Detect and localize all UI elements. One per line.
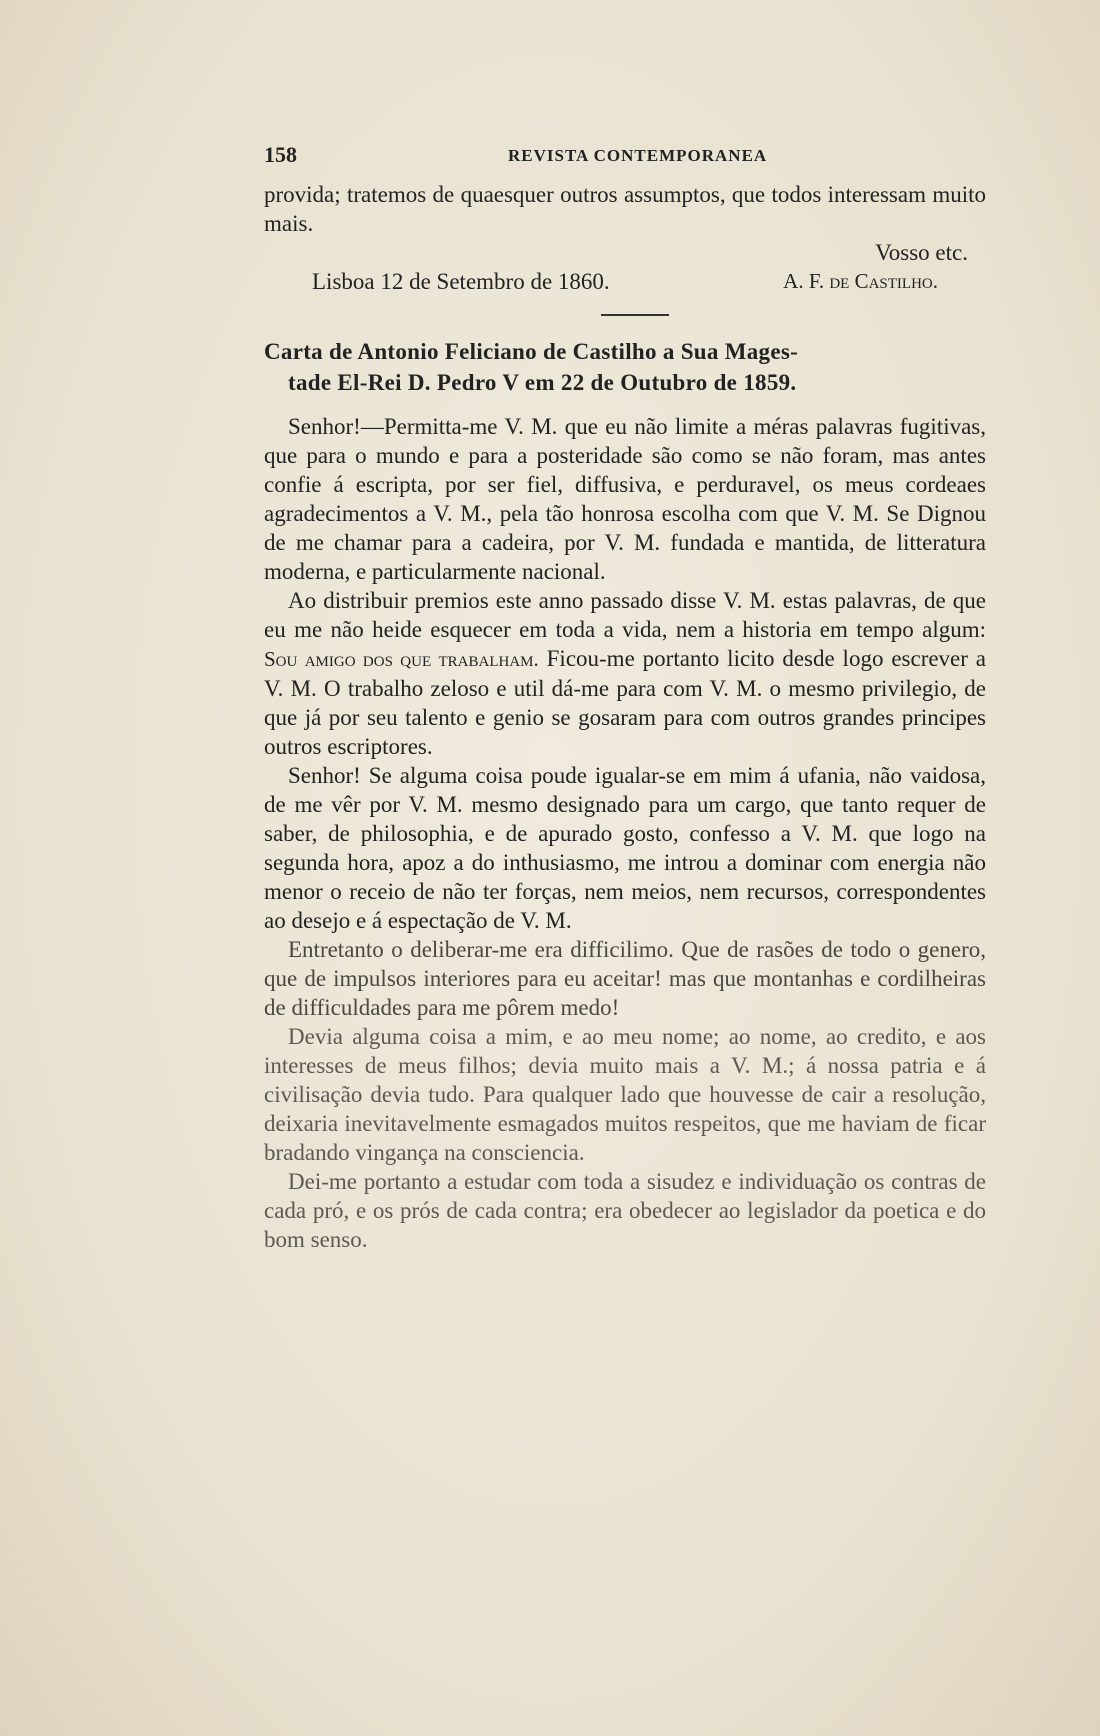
- paragraph-5: Devia alguma coisa a mim, e ao meu nome; ao nome, ao credito, e aos interesses de meus filhos; devia muito mais a V. M.; á nossa patria e á civilisação devia tudo. Para qualquer lado que houvesse de cair a resolução, deixaria inevitavelmente esmagados muitos respeitos, que me haviam de ficar bradando vingança na consciencia.: [264, 1024, 986, 1165]
- letter-title-line-1: Carta de Antonio Feliciano de Castilho a Sua Mages-: [264, 339, 799, 364]
- letter-title-line-2: tade El-Rei D. Pedro V em 22 de Outubro de 1859.: [288, 370, 797, 395]
- running-head: [264, 140, 986, 180]
- signature-row: [264, 267, 986, 296]
- opening-text: provida; tratemos de quaesquer outros assumptos, que todos interessam muito mais.: [264, 182, 986, 236]
- section-divider: [601, 314, 669, 316]
- paragraph-3: Senhor! Se alguma coisa poude igualar-se em mim á ufania, não vaidosa, de me vêr por V. M. mesmo designado para um cargo, que tanto requer de saber, de philosophia, e de apurado gosto, confesso a V. M. que logo na segunda hora, apoz a do inthusiasmo, me introu a dominar com energia não menor o receio de não ter forças, nem meios, nem recursos, correspondentes ao desejo e á espectação de V. M.: [264, 763, 986, 933]
- closing-row: [264, 238, 986, 267]
- paragraph-1: Senhor!—Permitta-me V. M. que eu não limite a méras palavras fugitivas, que para o mundo e para a posteridade são como se não foram, mas antes confie á escripta, por ser fiel, diffusiva, e perduravel, os meus cordeaes agradecimentos a V. M., pela tão honrosa escolha com que V. M. Se Dignou de me chamar para a cadeira, por V. M. fundada e mantida, de litteratura moderna, e particularmente nacional.: [264, 414, 986, 584]
- paragraph-4: Entretanto o deliberar-me era difficilimo. Que de rasões de todo o genero, que de impulsos interiores para eu aceitar! mas que montanhas e cordilheiras de difficuldades para me pôrem medo!: [264, 937, 986, 1020]
- text-block: [264, 140, 986, 1254]
- paragraph-2-text-a: Ao distribuir premios este anno passado disse V. M. estas palavras, de que eu me não heide esquecer em toda a vida, nem a historia em tempo algum:: [264, 588, 986, 642]
- closing-formula: Vosso etc.: [875, 240, 968, 265]
- paragraph-6: Dei-me portanto a estudar com toda a sisudez e individuação os contras de cada pró, e os prós de cada contra; era obedecer ao legislador da poetica e do bom senso.: [264, 1169, 986, 1252]
- place-date: Lisboa 12 de Setembro de 1860.: [312, 269, 610, 294]
- royal-motto: Sou amigo dos que trabalham.: [264, 647, 539, 671]
- author-signature: A. F. de Castilho.: [783, 269, 938, 293]
- paragraph-2: [264, 586, 986, 761]
- journal-title: REVISTA CONTEMPORANEA: [508, 146, 768, 165]
- page-number: 158: [264, 142, 297, 167]
- paragraph-2-text-b: Ficou-me portanto licito desde logo escrever a V. M. O trabalho zeloso e util dá-me para com V. M. o mesmo privilegio, de que já por seu talento e genio se gosaram para com outros grandes principes outros escriptores.: [264, 646, 987, 759]
- letter-title: [264, 336, 986, 398]
